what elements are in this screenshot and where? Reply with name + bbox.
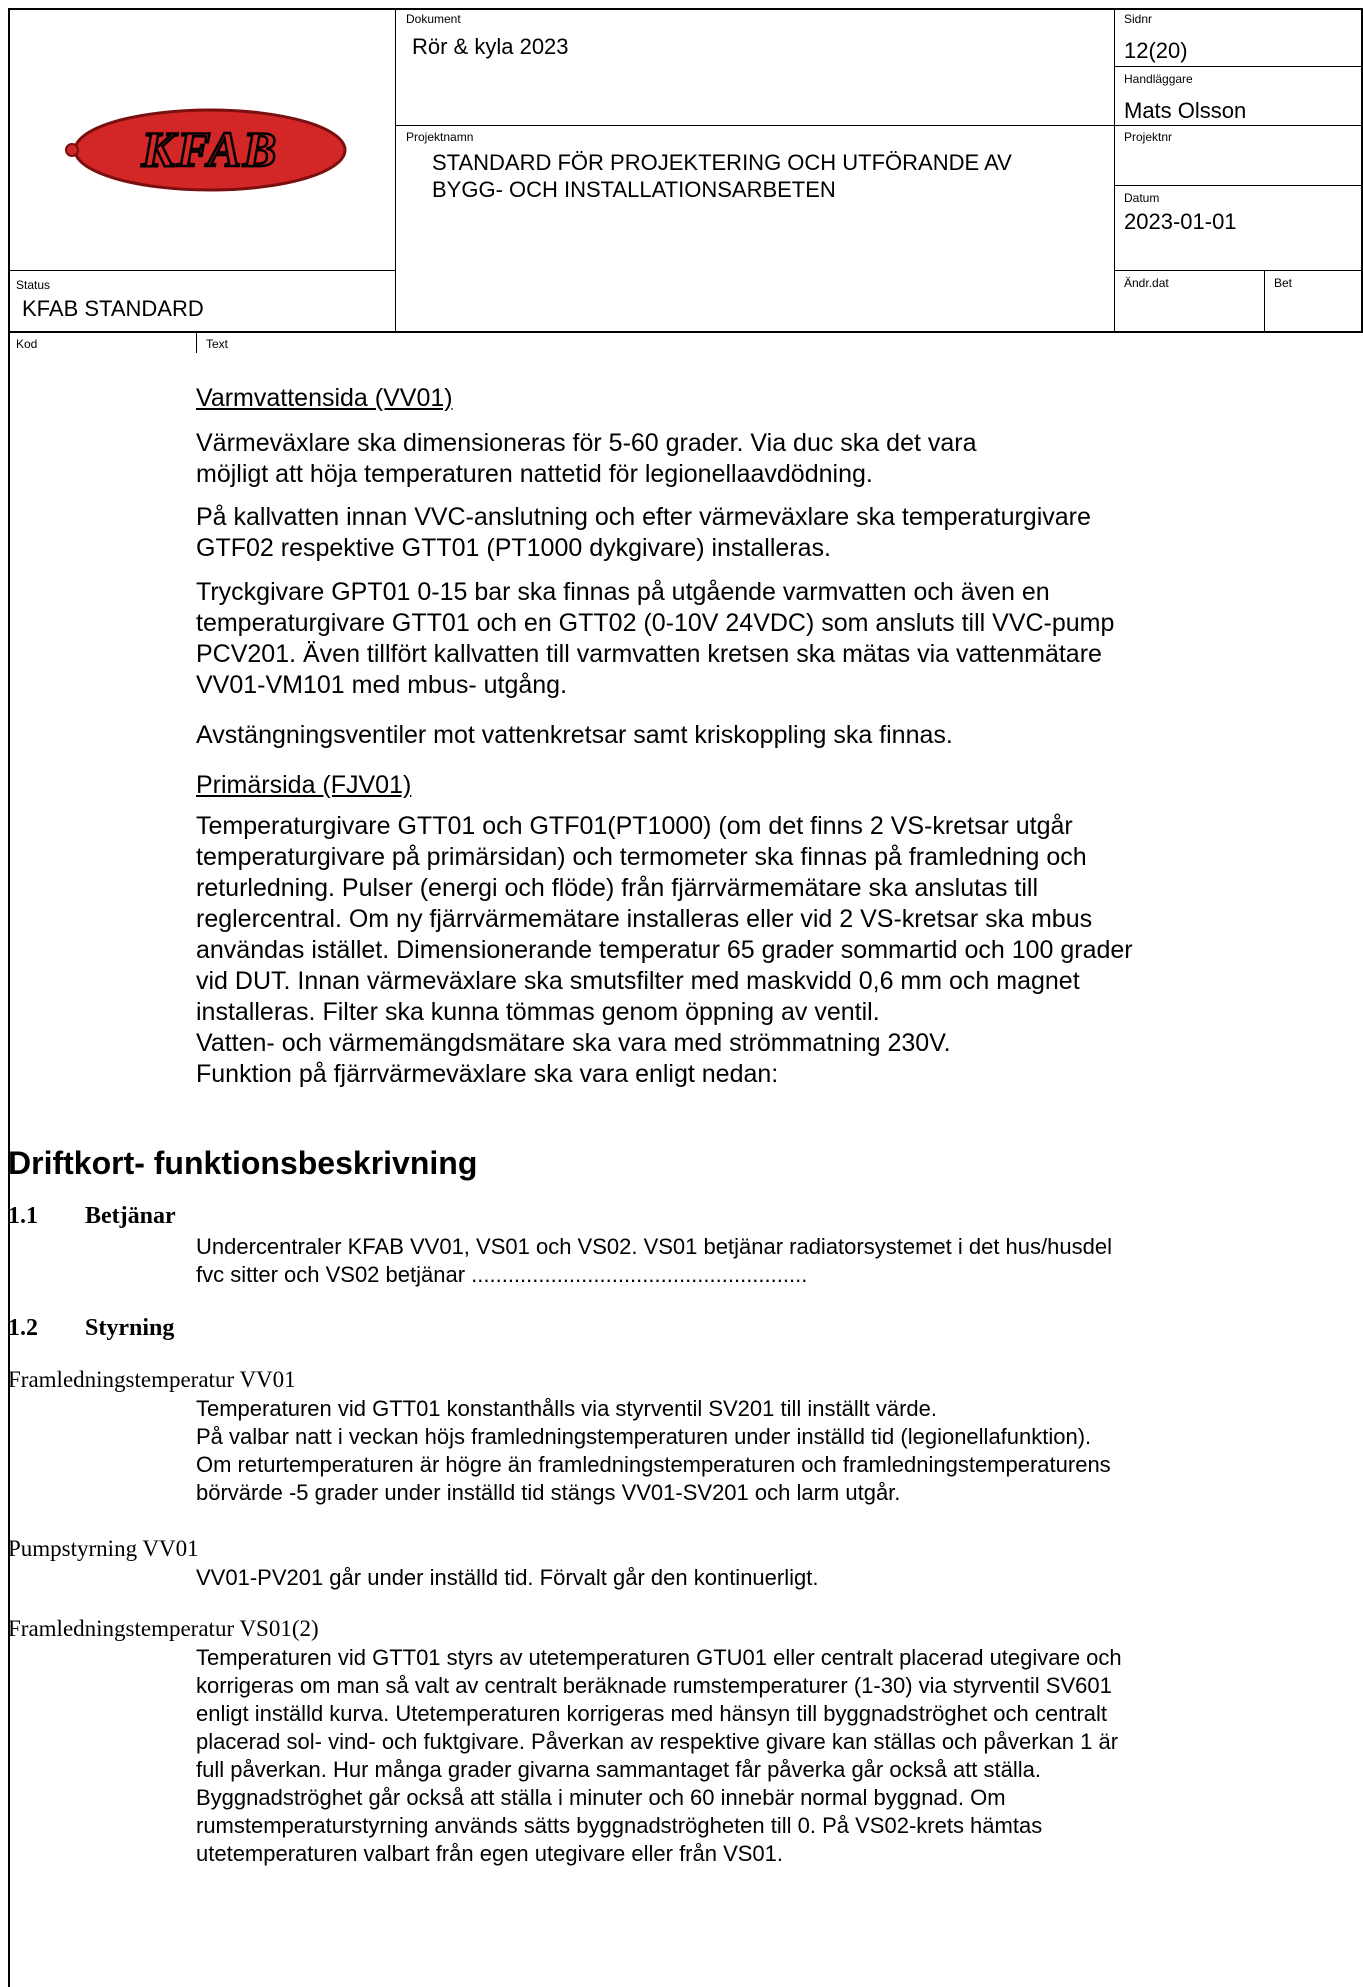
header-divider-h4	[8, 270, 396, 271]
header-top-border	[8, 8, 1363, 10]
header-divider-v1	[395, 8, 396, 332]
header-divider-h5	[1114, 270, 1363, 271]
status-label: Status	[16, 278, 51, 292]
fram-vs-text: Temperaturen vid GTT01 styrs av utetemperaturen GTU01 eller centralt placerad utegivare och korrigeras om man så valt av centralt beräknade rumstemperaturer (1-30) via styrventil SV601 enligt inställd kurva. Utetemperaturen korrigeras med hänsyn till byggnadströghet och centralt placerad sol- vind- och fuktgivare. Påverkan av respektive givare kan ställas och påverkan 1 är full påverkan. Hur många grader givarna sammantaget får påverka går också att ställa. Byggnadströghet går också att ställa i minuter och 60 innebär normal byggnad. Om rumstemperaturstyrning används sätts byggnadströgheten till 0. På VS02-krets hämtas utetemperaturen valbart från egen utegivare eller från VS01.	[196, 1645, 1122, 1866]
header-divider-v3	[1264, 270, 1265, 332]
handlaggare-label: Handläggare	[1124, 72, 1193, 86]
fram-vs-heading: Framledningstemperatur VS01(2)	[8, 1616, 319, 1641]
header-divider-h1	[395, 125, 1363, 126]
pump-heading: Pumpstyrning VV01	[8, 1536, 199, 1561]
kfab-logo	[60, 100, 360, 200]
section-1-1-title: Betjänar	[85, 1203, 176, 1229]
header-divider-h3	[1114, 185, 1363, 186]
kod-text-divider	[196, 333, 197, 353]
vv-paragraph-4: Avstängningsventiler mot vattenkretsar samt kriskoppling ska finnas.	[196, 721, 953, 749]
fjv-heading: Primärsida (FJV01)	[196, 771, 412, 799]
dokument-label: Dokument	[406, 12, 461, 26]
section-1-1-number: 1.1	[8, 1203, 38, 1229]
datum-label: Datum	[1124, 191, 1160, 205]
page-left-border	[8, 8, 10, 1987]
fram-vv-text: Temperaturen vid GTT01 konstanthålls via styrventil SV201 till inställt värde. På valbar natt i veckan höjs framledningstemperaturen under inställd tid (legionellafunktion). Om returtemperaturen är högre än framledningstemperaturen och framledningstemperaturens börvärde -5 grader under inställd tid stängs VV01-SV201 och larm utgår.	[196, 1396, 1111, 1505]
driftkort-heading: Driftkort- funktionsbeskrivning	[8, 1145, 478, 1181]
kod-label: Kod	[16, 337, 38, 351]
datum-value: 2023-01-01	[1124, 209, 1237, 234]
text-label: Text	[206, 337, 229, 351]
header-divider-v2	[1114, 8, 1115, 332]
section-1-2-title: Styrning	[85, 1315, 175, 1341]
status-value: KFAB STANDARD	[22, 296, 204, 321]
sidnr-value: 12(20)	[1124, 38, 1188, 63]
projektnamn-label: Projektnamn	[406, 130, 474, 144]
bet-label: Bet	[1274, 276, 1293, 290]
vv-paragraph-3: Tryckgivare GPT01 0-15 bar ska finnas på utgående varmvatten och även en temperaturgivare GTT01 och en GTT02 (0-10V 24VDC) som ansluts till VVC-pump PCV201. Även tillfört kallvatten till varmvatten kretsen ska mätas via vattenmätare VV01-VM101 med mbus- utgång.	[196, 578, 1115, 699]
header-divider-h2	[1114, 66, 1363, 67]
vv-heading: Varmvattensida (VV01)	[196, 384, 453, 412]
fram-vv-heading: Framledningstemperatur VV01	[8, 1367, 296, 1392]
dokument-value: Rör & kyla 2023	[412, 34, 569, 59]
andrdat-label: Ändr.dat	[1124, 276, 1169, 290]
header-bottom-border	[8, 331, 1363, 333]
projektnamn-line1: STANDARD FÖR PROJEKTERING OCH UTFÖRANDE AV	[432, 150, 1012, 175]
svg-text:KFAB: KFAB	[141, 121, 279, 177]
projektnamn-line2: BYGG- OCH INSTALLATIONSARBETEN	[432, 177, 836, 202]
handlaggare-value: Mats Olsson	[1124, 98, 1247, 123]
projektnr-label: Projektnr	[1124, 130, 1173, 144]
fjv-paragraph: Temperaturgivare GTT01 och GTF01(PT1000) (om det finns 2 VS-kretsar utgår temperaturgivare på primärsidan) och termometer ska finnas på framledning och returledning. Pulser (energi och flöde) från fjärrvärmemätare ska anslutas till reglercentral. Om ny fjärrvärmemätare installeras eller vid 2 VS-kretsar ska mbus användas istället. Dimensionerande temperatur 65 grader sommartid och 100 grader vid DUT. Innan värmeväxlare ska smutsfilter med maskvidd 0,6 mm och magnet installeras. Filter ska kunna tömmas genom öppning av ventil. Vatten- och värmemängdsmätare ska vara med strömmatning 230V. Funktion på fjärrvärmeväxlare ska vara enligt nedan:	[196, 812, 1133, 1088]
sidnr-label: Sidnr	[1124, 12, 1153, 26]
vv-paragraph-2: På kallvatten innan VVC-anslutning och efter värmeväxlare ska temperaturgivare GTF02 respektive GTT01 (PT1000 dykgivare) installeras.	[196, 503, 1091, 562]
vv-paragraph-1: Värmeväxlare ska dimensioneras för 5-60 grader. Via duc ska det vara möjligt att höja temperaturen nattetid för legionellaavdödning.	[196, 429, 977, 488]
section-1-2-number: 1.2	[8, 1315, 38, 1341]
section-1-1-text: Undercentraler KFAB VV01, VS01 och VS02. VS01 betjänar radiatorsystemet i det hus/husdel fvc sitter och VS02 betjänar .......................................................	[196, 1234, 1112, 1287]
pump-text: VV01-PV201 går under inställd tid. Förvalt går den kontinuerligt.	[196, 1565, 819, 1590]
